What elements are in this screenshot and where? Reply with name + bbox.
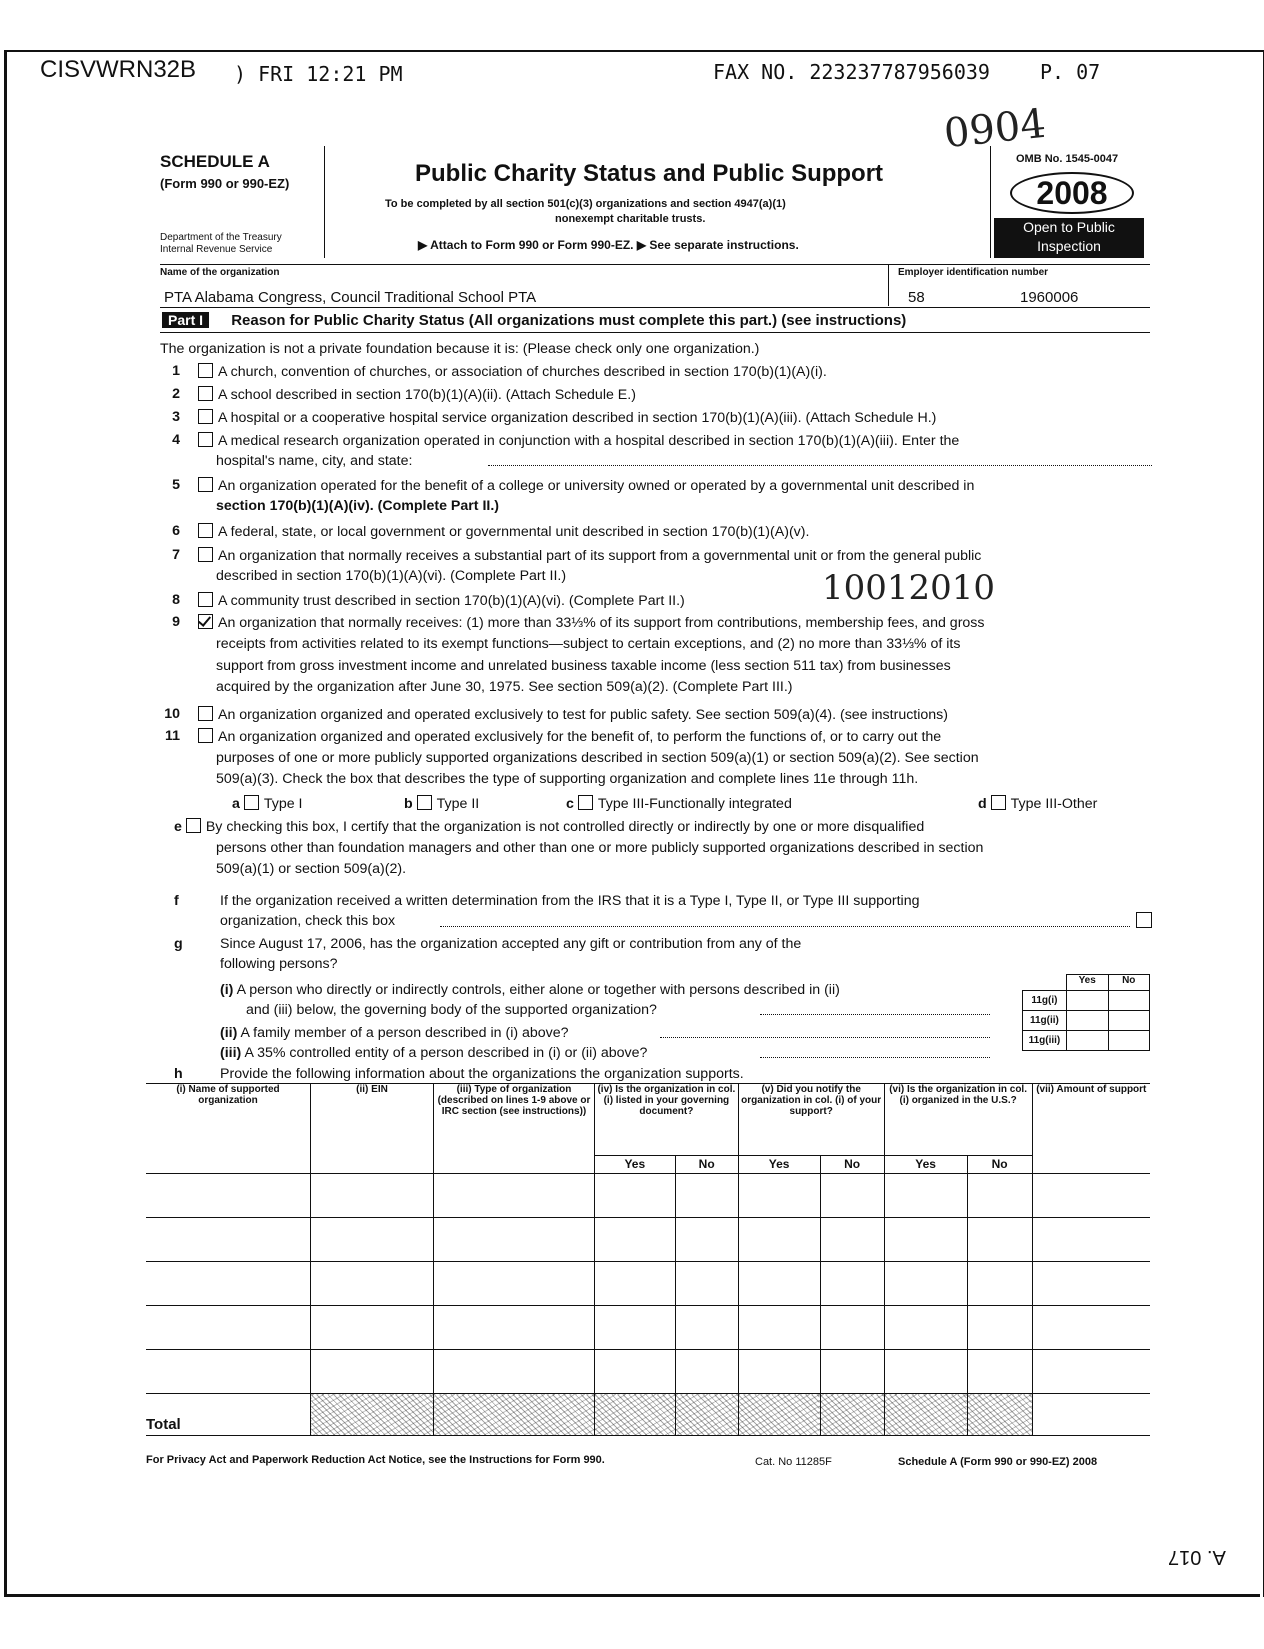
line-7-checkbox[interactable] <box>198 547 213 562</box>
line-6 <box>198 523 809 540</box>
footer-privacy: For Privacy Act and Paperwork Reduction Act Notice, see the Instructions for Form 990. <box>146 1454 605 1466</box>
total-shaded-ein <box>311 1394 434 1436</box>
notify-no: No <box>820 1156 884 1174</box>
col-type-header: (iii) Type of organization (described on lines 1-9 above or IRC section (see instructions)) <box>434 1084 595 1174</box>
line-11g-i-text: A person who directly or indirectly controls, either alone or together with persons described in (ii) <box>236 982 840 998</box>
line-2-checkbox[interactable] <box>198 386 213 401</box>
form-subtitle-2: nonexempt charitable trusts. <box>555 213 706 225</box>
line-5-checkbox[interactable] <box>198 477 213 492</box>
line-5-text: An organization operated for the benefit of a college or university owned or operated by a governmental unit described in <box>218 478 975 494</box>
line-11f: If the organization received a written determination from the IRS that it is a Type I, Type II, or Type III supporting <box>220 893 920 909</box>
org-bottom-rule <box>160 307 1150 308</box>
part1-tab: Part I <box>162 312 209 328</box>
line-11f-leader <box>440 926 1130 927</box>
table-row[interactable] <box>146 1174 1150 1218</box>
tax-year <box>1010 172 1134 214</box>
line-10 <box>198 706 948 723</box>
open-inspection-2: Inspection <box>1037 238 1101 254</box>
row-11g-ii: 11g(ii) <box>1023 1011 1067 1031</box>
line-5-cont <box>216 498 499 514</box>
omb-number: OMB No. 1545-0047 <box>1016 153 1119 165</box>
col-ein-header: (ii) EIN <box>311 1084 434 1174</box>
line-11g-ii-letter: (ii) <box>220 1025 238 1041</box>
line-7-cont-text: described in section 170(b)(1)(A)(vi). (Complete Part II.) <box>216 568 567 584</box>
part1-header <box>162 312 906 329</box>
line-10-number: 10 <box>164 706 180 722</box>
line-7-number: 7 <box>172 547 180 563</box>
line-11g-cont: following persons? <box>220 956 338 972</box>
yes-no-grid <box>1022 974 1150 1051</box>
yes-header: Yes <box>1066 975 1108 991</box>
line-6-number: 6 <box>172 523 180 539</box>
governing-no: No <box>675 1156 738 1174</box>
line-9-text: An organization that normally receives: (1) more than 33⅓% of its support from contributions, membership fees, and gross <box>218 615 985 631</box>
col-notify-header: (v) Did you notify the organization in col. (i) of your support? <box>738 1084 884 1156</box>
line-11g-leader <box>760 1014 990 1015</box>
line-11g-iii-leader <box>760 1057 990 1058</box>
line-4 <box>198 432 959 449</box>
ein-prefix: 58 <box>908 289 925 306</box>
line-7-cont <box>216 568 566 584</box>
type-a-checkbox[interactable] <box>244 795 259 810</box>
fax-page: P. 07 <box>1040 60 1101 84</box>
fax-datetime: ) FRI 12:21 PM <box>234 62 403 86</box>
line-11g-letter: g <box>174 936 183 952</box>
line-11-cont-2: 509(a)(3). Check the box that describes the type of supporting organization and complete lines 11e through 11h. <box>216 771 919 787</box>
line-8 <box>198 592 685 609</box>
line-11f-checkbox[interactable] <box>1136 912 1152 928</box>
line-6-checkbox[interactable] <box>198 523 213 538</box>
line-11g-iii <box>220 1045 647 1061</box>
line-7-text: An organization that normally receives a substantial part of its support from a governmental unit or from the general public <box>218 548 982 564</box>
org-name-label: Name of the organization <box>160 267 280 278</box>
schedule-dept1: Department of the Treasury <box>160 232 282 243</box>
form-attach-note: ▶ Attach to Form 990 or Form 990-EZ. ▶ See separate instructions. <box>418 238 799 252</box>
line-1-text: A church, convention of churches, or association of churches described in section 170(b)(1)(A)(i). <box>218 364 827 380</box>
line-5-cont-text: section 170(b)(1)(A)(iv). (Complete Part II.) <box>216 498 499 514</box>
open-inspection-box <box>994 218 1144 258</box>
line-3-checkbox[interactable] <box>198 409 213 424</box>
table-row[interactable] <box>146 1218 1150 1262</box>
line-1-checkbox[interactable] <box>198 363 213 378</box>
line-8-text: A community trust described in section 170(b)(1)(A)(vi). (Complete Part II.) <box>218 593 685 609</box>
form-subtitle-1: To be completed by all section 501(c)(3) organizations and section 4947(a)(1) <box>385 198 786 210</box>
type-b-label: Type II <box>436 796 480 812</box>
org-top-rule <box>160 264 1150 265</box>
line-11e <box>174 818 924 835</box>
line-3-text: A hospital or a cooperative hospital service organization described in section 170(b)(1)(A)(iii). (Attach Schedule H.) <box>218 410 937 426</box>
total-shaded-gov-yes <box>595 1394 676 1436</box>
line-6-text: A federal, state, or local government or governmental unit described in section 170(b)(1)(A)(v). <box>218 524 810 540</box>
line-1-number: 1 <box>172 363 180 379</box>
line-5-number: 5 <box>172 477 180 493</box>
line-11g-iii-letter: (iii) <box>220 1045 242 1061</box>
line-9-cont-1: receipts from activities related to its exempt functions—subject to certain exceptions, and (2) no more than 33⅓% of its <box>216 636 961 652</box>
type-a-label: Type I <box>263 796 303 812</box>
11g-ii-no[interactable] <box>1108 1011 1149 1031</box>
schedule-dept2: Internal Revenue Service <box>160 244 273 255</box>
line-8-number: 8 <box>172 592 180 608</box>
line-11g-i-cont: and (iii) below, the governing body of the supported organization? <box>246 1002 657 1018</box>
line-4-hospital-text: hospital's name, city, and state: <box>216 453 413 469</box>
col-us-header: (vi) Is the organization in col. (i) organized in the U.S.? <box>884 1084 1032 1156</box>
line-9-number: 9 <box>172 614 180 630</box>
line-11g: Since August 17, 2006, has the organization accepted any gift or contribution from any of the <box>220 936 802 952</box>
total-shaded-gov-no <box>675 1394 738 1436</box>
table-row[interactable] <box>146 1306 1150 1350</box>
part1-intro: The organization is not a private foundation because it is: (Please check only one organization.) <box>160 341 760 357</box>
line-11g-iii-text: A 35% controlled entity of a person described in (i) or (ii) above? <box>244 1045 648 1061</box>
no-header: No <box>1108 975 1149 991</box>
type-c <box>566 795 792 812</box>
fax-number: FAX NO. 223237787956039 <box>713 60 990 84</box>
form-title: Public Charity Status and Public Support <box>415 160 884 187</box>
line-4-hospital <box>216 453 412 469</box>
table-row[interactable] <box>146 1350 1150 1394</box>
line-11-number: 11 <box>165 728 180 744</box>
schedule-form: (Form 990 or 990-EZ) <box>160 176 290 191</box>
line-11g-i <box>220 982 840 998</box>
line-3 <box>198 409 936 426</box>
line-2 <box>198 386 636 403</box>
11g-ii-yes[interactable] <box>1066 1011 1108 1031</box>
line-5 <box>198 477 974 494</box>
supported-orgs-table <box>146 1083 1150 1436</box>
line-4-checkbox[interactable] <box>198 432 213 447</box>
col-name-header: (i) Name of supported organization <box>146 1084 311 1174</box>
type-b-letter: b <box>404 796 413 812</box>
fax-id: CISVWRN32B <box>40 56 197 83</box>
line-9-cont-2: support from gross investment income and unrelated business taxable income (less section 511 tax) from businesses <box>216 658 951 674</box>
line-11e-text: By checking this box, I certify that the organization is not controlled directly or indirectly by one or more disqualified <box>205 819 925 835</box>
type-d-letter: d <box>978 796 987 812</box>
line-11g-ii-text: A family member of a person described in (i) above? <box>240 1025 569 1041</box>
open-inspection-1: Open to Public <box>1023 219 1115 235</box>
line-11f-letter: f <box>174 893 179 909</box>
type-b <box>404 795 479 812</box>
11g-i-no[interactable] <box>1108 991 1149 1011</box>
line-3-number: 3 <box>172 409 180 425</box>
page-bottom-rule <box>4 1594 1260 1597</box>
us-no: No <box>967 1156 1032 1174</box>
governing-yes: Yes <box>595 1156 676 1174</box>
schedule-divider <box>324 146 325 258</box>
line-4-text: A medical research organization operated in conjunction with a hospital described in section 170(b)(1)(A)(iii). Enter the <box>218 433 960 449</box>
line-9-cont-3: acquired by the organization after June 30, 1975. See section 509(a)(2). (Complete Part III.) <box>216 679 793 695</box>
total-label: Total <box>146 1394 311 1436</box>
line-9-checkbox-checked[interactable] <box>198 614 213 629</box>
total-shaded-not-yes <box>738 1394 820 1436</box>
line-4-number: 4 <box>172 432 180 448</box>
ein-label: Employer identification number <box>898 267 1049 278</box>
row-11g-iii: 11g(iii) <box>1023 1031 1067 1051</box>
line-11e-checkbox[interactable] <box>186 818 201 833</box>
part1-title: Reason for Public Charity Status (All organizations must complete this part.) (see instructions) <box>231 312 907 329</box>
type-a <box>232 795 303 812</box>
line-1 <box>198 363 827 380</box>
line-8-checkbox[interactable] <box>198 592 213 607</box>
notify-yes: Yes <box>738 1156 820 1174</box>
type-a-letter: a <box>232 796 240 812</box>
part1-rule <box>160 332 1150 333</box>
total-shaded-us-no <box>967 1394 1032 1436</box>
ein-value: 1960006 <box>1020 289 1079 306</box>
line-10-checkbox[interactable] <box>198 706 213 721</box>
line-7 <box>198 547 981 564</box>
line-11f-cont: organization, check this box <box>220 913 396 929</box>
omb-divider <box>990 146 991 258</box>
line-11g-ii-leader <box>660 1037 990 1038</box>
footer-schedule: Schedule A (Form 990 or 990-EZ) 2008 <box>898 1456 1098 1468</box>
line-2-text: A school described in section 170(b)(1)(A)(ii). (Attach Schedule E.) <box>218 387 636 403</box>
11g-iii-yes[interactable] <box>1066 1031 1108 1051</box>
schedule-title: SCHEDULE A <box>160 152 270 171</box>
line-11g-ii <box>220 1025 569 1041</box>
type-d-label: Type III-Other <box>1010 796 1098 812</box>
line-11h: Provide the following information about the organizations the organization supports. <box>220 1066 744 1082</box>
col-governing-header: (iv) Is the organization in col. (i) listed in your governing document? <box>595 1084 739 1156</box>
line-11 <box>198 728 941 745</box>
us-yes: Yes <box>884 1156 967 1174</box>
total-shaded-us-yes <box>884 1394 967 1436</box>
line-11e-cont-1: persons other than foundation managers and other than one or more publicly supported organizations described in section <box>216 840 984 856</box>
type-c-letter: c <box>566 796 574 812</box>
tax-year-text: 2008 <box>1036 175 1108 211</box>
line-11-text: An organization organized and operated exclusively for the benefit of, to perform the functions of, or to carry out the <box>218 729 942 745</box>
handwritten-middle: 10012010 <box>822 568 996 608</box>
line-11-checkbox[interactable] <box>198 728 213 743</box>
footer-stamp: A. 017 <box>1168 1546 1226 1568</box>
11g-iii-no[interactable] <box>1108 1031 1149 1051</box>
row-11g-i: 11g(i) <box>1023 991 1067 1011</box>
total-row <box>146 1394 1150 1436</box>
handwritten-top: 0904 <box>941 100 1048 158</box>
line-9 <box>198 614 985 631</box>
line-11-cont-1: purposes of one or more publicly supported organizations described in section 509(a)(1) or section 509(a)(2). See section <box>216 750 979 766</box>
type-c-checkbox[interactable] <box>578 795 593 810</box>
line-2-number: 2 <box>172 386 180 402</box>
type-d <box>978 795 1097 812</box>
total-shaded-not-no <box>820 1394 884 1436</box>
type-c-label: Type III-Functionally integrated <box>597 796 792 812</box>
org-name: PTA Alabama Congress, Council Traditional School PTA <box>164 289 537 306</box>
total-shaded-type <box>434 1394 595 1436</box>
total-amount[interactable] <box>1032 1394 1150 1436</box>
line-11e-cont-2: 509(a)(1) or section 509(a)(2). <box>216 861 407 877</box>
11g-i-yes[interactable] <box>1066 991 1108 1011</box>
line-11g-i-letter: (i) <box>220 982 234 998</box>
line-11h-letter: h <box>174 1066 183 1082</box>
table-row[interactable] <box>146 1262 1150 1306</box>
line-4-hospital-input[interactable] <box>488 465 1152 466</box>
ein-divider <box>888 264 889 306</box>
line-10-text: An organization organized and operated exclusively to test for public safety. See section 509(a)(4). (see instructions) <box>218 707 948 723</box>
type-b-checkbox[interactable] <box>417 795 432 810</box>
col-amount-header: (vii) Amount of support <box>1032 1084 1150 1174</box>
type-d-checkbox[interactable] <box>991 795 1006 810</box>
line-11e-letter: e <box>174 819 182 835</box>
footer-cat: Cat. No 11285F <box>755 1456 832 1468</box>
